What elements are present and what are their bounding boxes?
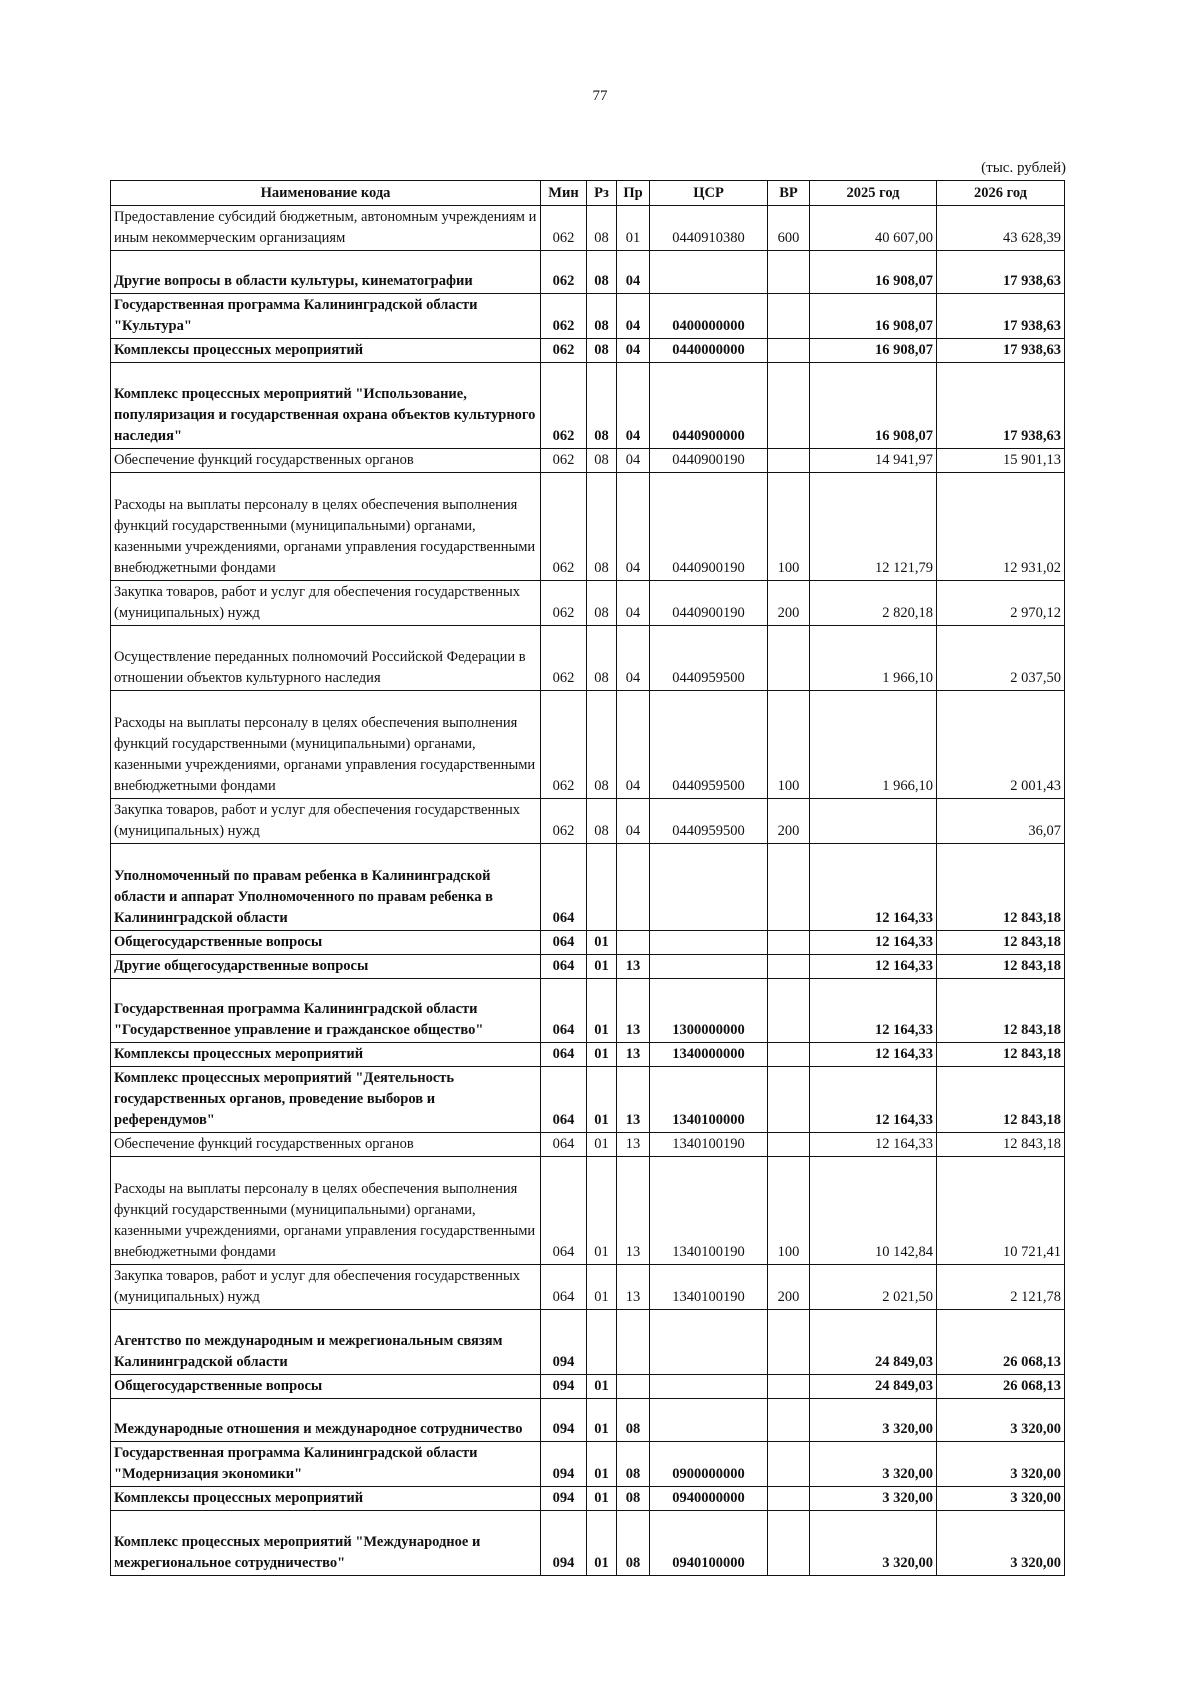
cell-csr: 1340100190 — [650, 1265, 768, 1310]
cell-pr: 04 — [617, 449, 650, 473]
cell-pr: 13 — [617, 1043, 650, 1067]
header-vr: ВР — [768, 181, 810, 206]
cell-vr: 200 — [768, 799, 810, 844]
cell-name: Комплекс процессных мероприятий "Международное и межрегиональное сотрудничество" — [111, 1511, 541, 1576]
cell-2026: 12 843,18 — [937, 1133, 1065, 1157]
cell-2026: 12 843,18 — [937, 931, 1065, 955]
table-row — [111, 581, 1065, 626]
cell-2026: 12 843,18 — [937, 955, 1065, 979]
cell-rz: 08 — [587, 799, 617, 844]
cell-name: Осуществление переданных полномочий Российской Федерации в отношении объектов культурного наследия — [111, 626, 541, 691]
cell-pr — [617, 1375, 650, 1399]
cell-2025: 16 908,07 — [810, 251, 937, 294]
cell-csr: 1340100190 — [650, 1157, 768, 1265]
table-row — [111, 1043, 1065, 1067]
table-row — [111, 1511, 1065, 1576]
cell-csr: 0940100000 — [650, 1511, 768, 1576]
cell-min: 094 — [541, 1310, 587, 1375]
cell-pr: 04 — [617, 799, 650, 844]
cell-csr: 0400000000 — [650, 294, 768, 339]
cell-vr — [768, 979, 810, 1043]
cell-name: Комплексы процессных мероприятий — [111, 1043, 541, 1067]
cell-pr: 04 — [617, 339, 650, 363]
cell-rz: 01 — [587, 979, 617, 1043]
cell-2025: 12 164,33 — [810, 955, 937, 979]
cell-vr — [768, 1067, 810, 1133]
cell-min: 094 — [541, 1399, 587, 1442]
table-row — [111, 1265, 1065, 1310]
cell-2025: 3 320,00 — [810, 1442, 937, 1487]
cell-name: Другие общегосударственные вопросы — [111, 955, 541, 979]
cell-rz: 01 — [587, 1043, 617, 1067]
cell-min: 094 — [541, 1442, 587, 1487]
cell-name: Расходы на выплаты персоналу в целях обеспечения выполнения функций государственными (муниципальными) органами, казенными учреждениями, органами управления государственными внебюджетными фондами — [111, 473, 541, 581]
cell-pr: 13 — [617, 955, 650, 979]
cell-rz: 01 — [587, 1133, 617, 1157]
table-row — [111, 1157, 1065, 1265]
cell-min: 062 — [541, 206, 587, 251]
cell-csr: 1340100190 — [650, 1133, 768, 1157]
cell-rz: 08 — [587, 251, 617, 294]
cell-2025: 12 164,33 — [810, 1133, 937, 1157]
cell-pr: 13 — [617, 1265, 650, 1310]
cell-pr: 13 — [617, 1133, 650, 1157]
cell-pr: 08 — [617, 1442, 650, 1487]
cell-2025: 12 164,33 — [810, 1067, 937, 1133]
cell-2025: 12 164,33 — [810, 844, 937, 931]
cell-csr: 0440900190 — [650, 449, 768, 473]
cell-name: Государственная программа Калининградской области "Государственное управление и гражданское общество" — [111, 979, 541, 1043]
cell-2025: 1 966,10 — [810, 626, 937, 691]
cell-min: 094 — [541, 1487, 587, 1511]
table-row — [111, 206, 1065, 251]
table-row — [111, 1399, 1065, 1442]
table-header-row — [111, 181, 1065, 206]
table-row — [111, 626, 1065, 691]
cell-name: Предоставление субсидий бюджетным, автономным учреждениям и иным некоммерческим организациям — [111, 206, 541, 251]
cell-rz: 01 — [587, 1442, 617, 1487]
cell-pr: 04 — [617, 251, 650, 294]
cell-pr: 08 — [617, 1487, 650, 1511]
cell-min: 062 — [541, 473, 587, 581]
table-row — [111, 1375, 1065, 1399]
page-number: 77 — [592, 88, 608, 104]
cell-2026: 3 320,00 — [937, 1487, 1065, 1511]
cell-name: Закупка товаров, работ и услуг для обеспечения государственных (муниципальных) нужд — [111, 799, 541, 844]
cell-2025 — [810, 799, 937, 844]
table-row — [111, 1487, 1065, 1511]
cell-csr: 0440900190 — [650, 473, 768, 581]
cell-rz: 01 — [587, 931, 617, 955]
cell-2026: 2 001,43 — [937, 691, 1065, 799]
cell-rz: 01 — [587, 1067, 617, 1133]
cell-2025: 1 966,10 — [810, 691, 937, 799]
cell-vr: 200 — [768, 581, 810, 626]
table-body — [111, 206, 1065, 1576]
cell-csr: 0440000000 — [650, 339, 768, 363]
cell-vr — [768, 1133, 810, 1157]
cell-rz — [587, 1310, 617, 1375]
cell-name: Другие вопросы в области культуры, кинематографии — [111, 251, 541, 294]
cell-vr: 100 — [768, 473, 810, 581]
cell-rz: 08 — [587, 294, 617, 339]
table-row — [111, 1133, 1065, 1157]
cell-name: Общегосударственные вопросы — [111, 1375, 541, 1399]
cell-csr: 0440959500 — [650, 799, 768, 844]
cell-2026: 3 320,00 — [937, 1442, 1065, 1487]
cell-name: Закупка товаров, работ и услуг для обеспечения государственных (муниципальных) нужд — [111, 581, 541, 626]
cell-min: 064 — [541, 1157, 587, 1265]
cell-rz: 01 — [587, 1487, 617, 1511]
cell-rz: 08 — [587, 363, 617, 449]
cell-vr — [768, 1511, 810, 1576]
cell-2025: 12 164,33 — [810, 1043, 937, 1067]
cell-rz: 01 — [587, 1511, 617, 1576]
table-row — [111, 691, 1065, 799]
cell-min: 062 — [541, 449, 587, 473]
cell-vr — [768, 1375, 810, 1399]
cell-csr — [650, 955, 768, 979]
cell-min: 064 — [541, 844, 587, 931]
cell-2026: 2 037,50 — [937, 626, 1065, 691]
cell-2026: 36,07 — [937, 799, 1065, 844]
cell-2025: 16 908,07 — [810, 339, 937, 363]
cell-pr: 04 — [617, 363, 650, 449]
cell-rz: 01 — [587, 1375, 617, 1399]
cell-vr — [768, 339, 810, 363]
cell-csr — [650, 251, 768, 294]
table-row — [111, 1067, 1065, 1133]
cell-csr: 0440910380 — [650, 206, 768, 251]
budget-table — [110, 180, 1065, 1576]
header-min: Мин — [541, 181, 587, 206]
cell-2025: 16 908,07 — [810, 363, 937, 449]
cell-vr — [768, 1442, 810, 1487]
cell-pr: 04 — [617, 691, 650, 799]
cell-csr — [650, 1310, 768, 1375]
cell-vr — [768, 294, 810, 339]
cell-vr: 200 — [768, 1265, 810, 1310]
cell-vr — [768, 1310, 810, 1375]
cell-pr: 08 — [617, 1399, 650, 1442]
cell-csr — [650, 931, 768, 955]
cell-vr: 100 — [768, 691, 810, 799]
cell-csr: 1300000000 — [650, 979, 768, 1043]
cell-vr: 100 — [768, 1157, 810, 1265]
cell-min: 062 — [541, 799, 587, 844]
cell-vr — [768, 251, 810, 294]
cell-2025: 12 121,79 — [810, 473, 937, 581]
cell-min: 094 — [541, 1375, 587, 1399]
header-rz: Рз — [587, 181, 617, 206]
cell-min: 062 — [541, 363, 587, 449]
cell-vr — [768, 1399, 810, 1442]
cell-csr — [650, 1375, 768, 1399]
cell-csr: 0440959500 — [650, 626, 768, 691]
cell-csr: 0900000000 — [650, 1442, 768, 1487]
cell-min: 064 — [541, 1067, 587, 1133]
cell-vr — [768, 1043, 810, 1067]
cell-csr: 0940000000 — [650, 1487, 768, 1511]
cell-2025: 2 021,50 — [810, 1265, 937, 1310]
cell-name: Государственная программа Калининградской области "Культура" — [111, 294, 541, 339]
cell-csr: 1340100000 — [650, 1067, 768, 1133]
cell-name: Комплексы процессных мероприятий — [111, 339, 541, 363]
header-2026: 2026 год — [937, 181, 1065, 206]
cell-pr: 04 — [617, 626, 650, 691]
cell-rz: 08 — [587, 339, 617, 363]
cell-2026: 10 721,41 — [937, 1157, 1065, 1265]
table-row — [111, 1442, 1065, 1487]
cell-csr: 1340000000 — [650, 1043, 768, 1067]
cell-min: 064 — [541, 1043, 587, 1067]
header-csr: ЦСР — [650, 181, 768, 206]
cell-2025: 14 941,97 — [810, 449, 937, 473]
table-row — [111, 844, 1065, 931]
cell-2025: 3 320,00 — [810, 1487, 937, 1511]
cell-min: 064 — [541, 1133, 587, 1157]
cell-pr: 13 — [617, 1157, 650, 1265]
cell-rz: 08 — [587, 626, 617, 691]
cell-rz: 08 — [587, 581, 617, 626]
cell-name: Закупка товаров, работ и услуг для обеспечения государственных (муниципальных) нужд — [111, 1265, 541, 1310]
cell-vr — [768, 1487, 810, 1511]
cell-min: 062 — [541, 339, 587, 363]
cell-min: 062 — [541, 691, 587, 799]
cell-min: 062 — [541, 581, 587, 626]
cell-2026: 3 320,00 — [937, 1511, 1065, 1576]
cell-2025: 40 607,00 — [810, 206, 937, 251]
cell-2025: 24 849,03 — [810, 1375, 937, 1399]
cell-vr — [768, 449, 810, 473]
cell-rz: 01 — [587, 1399, 617, 1442]
cell-2026: 15 901,13 — [937, 449, 1065, 473]
table-row — [111, 339, 1065, 363]
cell-2025: 16 908,07 — [810, 294, 937, 339]
cell-pr: 04 — [617, 294, 650, 339]
cell-2025: 12 164,33 — [810, 931, 937, 955]
cell-2026: 17 938,63 — [937, 294, 1065, 339]
cell-pr: 08 — [617, 1511, 650, 1576]
cell-vr — [768, 844, 810, 931]
cell-min: 064 — [541, 955, 587, 979]
cell-name: Комплексы процессных мероприятий — [111, 1487, 541, 1511]
cell-rz: 01 — [587, 1157, 617, 1265]
cell-2026: 12 843,18 — [937, 844, 1065, 931]
cell-min: 064 — [541, 931, 587, 955]
cell-name: Агентство по международным и межрегиональным связям Калининградской области — [111, 1310, 541, 1375]
table-row — [111, 363, 1065, 449]
cell-2026: 2 121,78 — [937, 1265, 1065, 1310]
cell-2025: 24 849,03 — [810, 1310, 937, 1375]
cell-csr: 0440900000 — [650, 363, 768, 449]
cell-name: Международные отношения и международное сотрудничество — [111, 1399, 541, 1442]
cell-vr: 600 — [768, 206, 810, 251]
header-2025: 2025 год — [810, 181, 937, 206]
cell-csr: 0440959500 — [650, 691, 768, 799]
cell-pr — [617, 1310, 650, 1375]
cell-csr — [650, 844, 768, 931]
cell-pr: 13 — [617, 979, 650, 1043]
cell-2025: 3 320,00 — [810, 1399, 937, 1442]
cell-name: Комплекс процессных мероприятий "Деятельность государственных органов, проведение выборов и референдумов" — [111, 1067, 541, 1133]
cell-name: Расходы на выплаты персоналу в целях обеспечения выполнения функций государственными (муниципальными) органами, казенными учреждениями, органами управления государственными внебюджетными фондами — [111, 691, 541, 799]
units-label: (тыс. рублей) — [981, 160, 1066, 176]
cell-rz: 08 — [587, 473, 617, 581]
cell-2026: 2 970,12 — [937, 581, 1065, 626]
cell-pr: 01 — [617, 206, 650, 251]
cell-pr: 04 — [617, 473, 650, 581]
cell-rz: 01 — [587, 955, 617, 979]
cell-name: Общегосударственные вопросы — [111, 931, 541, 955]
cell-min: 094 — [541, 1511, 587, 1576]
cell-rz — [587, 844, 617, 931]
cell-name: Обеспечение функций государственных органов — [111, 449, 541, 473]
cell-min: 064 — [541, 979, 587, 1043]
table-row — [111, 1310, 1065, 1375]
cell-2026: 12 931,02 — [937, 473, 1065, 581]
header-pr: Пр — [617, 181, 650, 206]
cell-2026: 17 938,63 — [937, 251, 1065, 294]
cell-2026: 12 843,18 — [937, 979, 1065, 1043]
cell-pr: 04 — [617, 581, 650, 626]
cell-2025: 3 320,00 — [810, 1511, 937, 1576]
table-row — [111, 931, 1065, 955]
table-row — [111, 294, 1065, 339]
cell-pr — [617, 931, 650, 955]
cell-csr — [650, 1399, 768, 1442]
cell-rz: 08 — [587, 449, 617, 473]
cell-name: Государственная программа Калининградской области "Модернизация экономики" — [111, 1442, 541, 1487]
cell-2026: 17 938,63 — [937, 339, 1065, 363]
cell-2026: 26 068,13 — [937, 1310, 1065, 1375]
cell-vr — [768, 626, 810, 691]
cell-min: 062 — [541, 251, 587, 294]
cell-min: 062 — [541, 626, 587, 691]
cell-name: Уполномоченный по правам ребенка в Калининградской области и аппарат Уполномоченного по правам ребенка в Калининградской области — [111, 844, 541, 931]
table-row — [111, 979, 1065, 1043]
table-row — [111, 955, 1065, 979]
table-row — [111, 251, 1065, 294]
header-name: Наименование кода — [111, 181, 541, 206]
table-row — [111, 799, 1065, 844]
cell-rz: 08 — [587, 691, 617, 799]
cell-pr: 13 — [617, 1067, 650, 1133]
cell-2026: 12 843,18 — [937, 1043, 1065, 1067]
table-row — [111, 449, 1065, 473]
table-row — [111, 473, 1065, 581]
cell-min: 064 — [541, 1265, 587, 1310]
cell-2025: 12 164,33 — [810, 979, 937, 1043]
cell-pr — [617, 844, 650, 931]
cell-2026: 43 628,39 — [937, 206, 1065, 251]
cell-2026: 17 938,63 — [937, 363, 1065, 449]
cell-csr: 0440900190 — [650, 581, 768, 626]
cell-2025: 10 142,84 — [810, 1157, 937, 1265]
cell-2026: 3 320,00 — [937, 1399, 1065, 1442]
cell-name: Расходы на выплаты персоналу в целях обеспечения выполнения функций государственными (муниципальными) органами, казенными учреждениями, органами управления государственными внебюджетными фондами — [111, 1157, 541, 1265]
cell-min: 062 — [541, 294, 587, 339]
cell-rz: 08 — [587, 206, 617, 251]
cell-rz: 01 — [587, 1265, 617, 1310]
cell-name: Обеспечение функций государственных органов — [111, 1133, 541, 1157]
cell-2025: 2 820,18 — [810, 581, 937, 626]
cell-vr — [768, 363, 810, 449]
cell-2026: 12 843,18 — [937, 1067, 1065, 1133]
cell-vr — [768, 955, 810, 979]
cell-name: Комплекс процессных мероприятий "Использование, популяризация и государственная охрана объектов культурного наследия" — [111, 363, 541, 449]
cell-vr — [768, 931, 810, 955]
cell-2026: 26 068,13 — [937, 1375, 1065, 1399]
